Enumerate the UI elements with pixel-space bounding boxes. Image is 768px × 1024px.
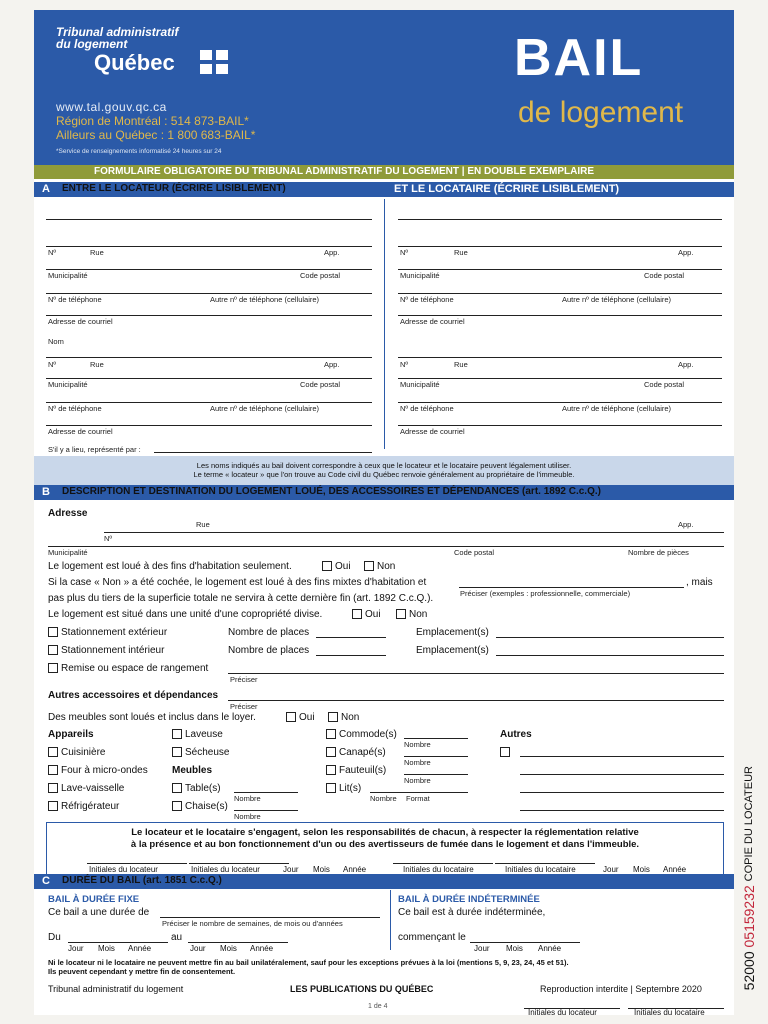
item-cuisiniere[interactable]: Cuisinière [48,747,105,758]
stat-interieur[interactable]: Stationnement intérieur [48,645,164,656]
service-note: *Service de renseignements informatisé 24 heures sur 24 [56,148,222,155]
lease-form-page: Tribunal administratif du logement Québec www.tal.gouv.qc.ca Région de Montréal : 514 873-BAIL* Ailleurs au Québec : 1 800 683-BAIL* *Service de renseignements informatisé 24 heures sur 24 BAIL de logement FORMULAIRE OBLIGATOIRE DU TRIBUNAL ADMINISTRATIF DU LOGEMENT | EN DOUBLE EXEMPLAIRE A ENTRE LE LOCATEUR (ÉCRIRE LISIBLEMENT) ET LE LOCATAIRE (ÉCRIRE LISIBLEMENT) Nº Rue App. Municipalité Code postal Nº de téléphone Autre nº de téléphone (cellulaire) Adresse de courriel Nom Nº Rue App. Municipalité Code postal Nº de téléphone Autre nº de téléphone (cellulaire) Adresse de courriel S'il y a lieu, représenté par : Nº Rue App. Municipalité Code postal Nº de téléphone Autre nº de téléphone (cellulaire) Adresse de courriel Nº Rue App. Municipalité Code postal Nº de téléphone Autre nº de téléphone (cellulaire) Adresse de courriel Les noms indiqués au bail doivent correspondre à ceux que le locateur et le locataire peuvent légalement utiliser. Le terme « locateur » que l'on trouve au Code civil du Québec renvoie généralement au propriétaire de l'immeuble. B DESCRIPTION ET DESTINATION DU LOGEMENT LOUÉ, DES ACCESSOIRES ET DÉPENDANCES (art. 1892 C.c.Q.) Adresse Nº Rue App. Municipalité Code postal Nombre de pièces Le logement est loué à des fins d'habitation seulement. Oui Non Si la case « Non » a été cochée, le logement est loué à des fins mixtes d'habitation et , mais Préciser (exemples : professionnelle, commerciale) pas plus du tiers de la superficie totale ne servira à cette dernière fin (art. 1892 C.c.Q.). Le logement est situé dans une unité d'une copropriété divise. Oui Non Stationnement extérieur Nombre de places Emplacement(s) Stationnement intérieur Nombre de places Emplacement(s) Remise ou espace de rangement Préciser Autres accessoires et dépendances Préciser Des meubles sont loués et inclus dans le loyer. Oui Non Appareils Laveuse Sécheuse Meubles Table(s) Nombre Chaise(s) Nombre Cuisinière Four à micro-ondes Lave-vaisselle Réfrigérateur Commode(s) Nombre Canapé(s) Nombre Fauteuil(s) Nombre Lit(s) Nombre Format Autres Le locateur et le locataire s'engagent, selon les responsabilités de chacun, à respecter la réglementation relative à la présence et au bon fonctionnement d'un ou des avertisseurs de fumée dans le logement et dans l'immeuble. Initiales du locateur Initiales du locateur Jour Mois Année Initiales du locataire Initiales du locataire Jour Mois Année C DURÉE DU BAIL (art. 1851 C.c.Q.) BAIL À DURÉE FIXE Ce bail a une durée de Préciser le nombre de semaines, de mois ou d'années Du au Jour Mois Année Jour Mois Année BAIL À DURÉE INDÉTERMINÉE Ce bail est à durée indéterminée, commençant le Jour Mois Année Ni le locateur ni le locataire ne peuvent mettre fin au bail unilatéralement, sauf pour les exceptions prévues à la loi (mentions 5, 9, 23, 24, 45 et 51). Ils peuvent cependant y mettre fin de consentement. Tribunal administratif du logement LES PUBLICATIONS DU QUÉBEC Reproduction interdite | Septembre 2020 1 de 4 Initiales du locateur Initiales du locataire [34,10,734,1015]
copro-oui[interactable]: Oui [352,609,381,620]
item-canapes[interactable]: Canapé(s) [326,747,386,758]
website: www.tal.gouv.qc.ca [56,100,167,114]
section-b-header: B DESCRIPTION ET DESTINATION DU LOGEMENT LOUÉ, DES ACCESSOIRES ET DÉPENDANCES (art. 1892 C.c.Q.) [34,485,734,500]
label-rue: Rue [90,248,104,257]
page-number: 1 de 4 [368,1003,388,1010]
item-commodes[interactable]: Commode(s) [326,729,397,740]
label-courriel: Adresse de courriel [48,317,113,326]
item-lits[interactable]: Lit(s) [326,783,361,794]
serial-number: 05159232 [741,884,757,948]
habitation-oui[interactable]: Oui [322,561,351,572]
label-no: Nº [48,248,57,257]
serial-strip [741,690,761,990]
names-note: Les noms indiqués au bail doivent correspondre à ceux que le locateur et le locataire peuvent légalement utiliser. Le terme « locateur » que l'on trouve au Code civil du Québec renvoie généralement au propriétaire de l'immeuble. [34,456,734,488]
item-autres[interactable] [500,747,513,758]
footer-right: Reproduction interdite | Septembre 2020 [540,984,702,994]
mandatory-form-band: FORMULAIRE OBLIGATOIRE DU TRIBUNAL ADMINISTRATIF DU LOGEMENT | EN DOUBLE EXEMPLAIRE [34,165,734,179]
section-a-header: A ENTRE LE LOCATEUR (ÉCRIRE LISIBLEMENT) ET LE LOCATAIRE (ÉCRIRE LISIBLEMENT) [34,182,734,197]
item-micro-ondes[interactable]: Four à micro-ondes [48,765,148,776]
label-municipalite: Municipalité [48,271,88,280]
quebec-wordmark: Québec [94,50,175,75]
copro-non[interactable]: Non [396,609,427,620]
item-lave-vaisselle[interactable]: Lave-vaisselle [48,783,124,794]
item-fauteuils[interactable]: Fauteuil(s) [326,765,386,776]
meubles-non[interactable]: Non [328,712,359,723]
label-app: App. [324,248,340,257]
label-represente: S'il y a lieu, représenté par : [48,445,141,454]
item-laveuse[interactable]: Laveuse [172,729,223,740]
form-header [34,10,734,165]
section-c-header: C DURÉE DU BAIL (art. 1851 C.c.Q.) [34,874,734,889]
item-secheuse[interactable]: Sécheuse [172,747,229,758]
serial-prefix: 52000 [741,951,757,990]
footer-left: Tribunal administratif du logement [48,984,184,994]
phone-montreal: Région de Montréal : 514 873-BAIL* [56,114,249,128]
label-nombre-pieces: Nombre de pièces [628,548,689,557]
label-autre-tel: Autre nº de téléphone (cellulaire) [210,295,320,304]
item-refrigerateur[interactable]: Réfrigérateur [48,801,119,812]
label-tel: Nº de téléphone [48,295,102,304]
label-nom: Nom [48,337,64,346]
quebec-flag-icon [200,50,228,74]
smoke-detector-box: Le locateur et le locataire s'engagent, selon les responsabilités de chacun, à respecter la réglementation relative à la présence et au bon fonctionnement d'un ou des avertisseurs de fumée dans le logement et dans l'immeuble. Initiales du locateur Initiales du locateur Jour Mois Année Initiales du locataire Initiales du locataire Jour Mois Année [46,822,724,876]
form-subtitle: de logement [518,96,684,129]
copy-label: COPIE DU LOCATEUR [743,765,755,881]
org-name-line1: Tribunal administratif [56,25,179,39]
org-name-line2: du logement [56,37,128,51]
habitation-non[interactable]: Non [364,561,395,572]
meubles-oui[interactable]: Oui [286,712,315,723]
remise-rangement[interactable]: Remise ou espace de rangement [48,663,208,674]
label-code-postal: Code postal [300,271,341,280]
phone-elsewhere: Ailleurs au Québec : 1 800 683-BAIL* [56,128,256,142]
label-adresse: Adresse [48,508,88,519]
footer-center: LES PUBLICATIONS DU QUÉBEC [290,984,434,994]
item-chaises[interactable]: Chaise(s) [172,801,228,812]
item-tables[interactable]: Table(s) [172,783,221,794]
stat-exterieur[interactable]: Stationnement extérieur [48,627,167,638]
form-title: BAIL [514,29,644,87]
